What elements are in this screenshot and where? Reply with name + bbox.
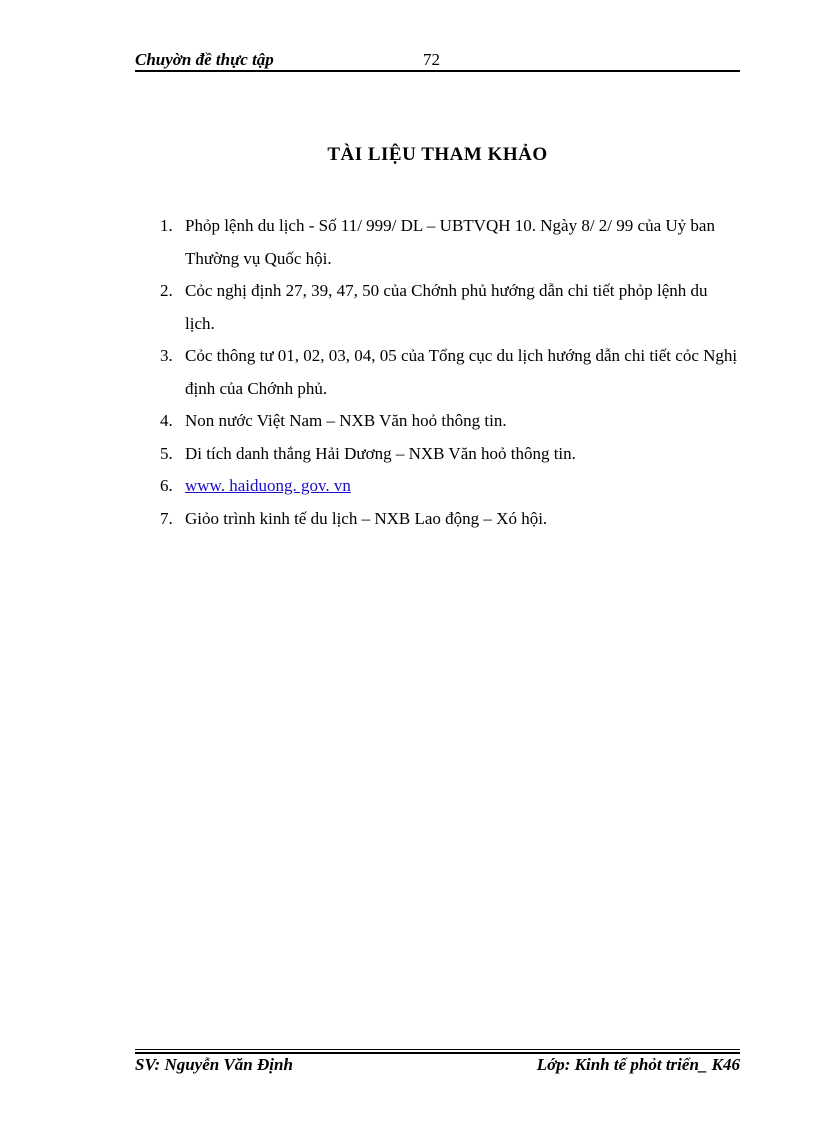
- header-divider: [135, 70, 740, 72]
- reference-item: [160, 210, 740, 275]
- reference-number: 5.: [160, 443, 173, 463]
- reference-text: Di tích danh thắng Hải Dương – NXB Văn hoỏ thông tin.: [185, 443, 576, 463]
- reference-text: Cỏc thông tư 01, 02, 03, 04, 05 của Tổng cục du lịch hướng dẫn chi tiết cỏc Nghị định của Chớnh phủ.: [185, 346, 738, 398]
- references-list: [160, 210, 740, 535]
- reference-text-container: [185, 470, 740, 503]
- page-number: 72: [423, 50, 440, 69]
- reference-item: [160, 275, 740, 340]
- reference-item: [160, 405, 740, 438]
- footer-student-name: SV: Nguyễn Văn Định: [135, 1055, 293, 1074]
- reference-number: 3.: [160, 346, 173, 365]
- header-title: Chuyờn đề thực tập: [135, 50, 274, 69]
- reference-text: Giỏo trình kinh tế du lịch – NXB Lao động – Xó hội.: [185, 508, 548, 528]
- reference-number: 1.: [160, 216, 173, 235]
- footer-divider-thick: [135, 1052, 740, 1054]
- reference-number: 2.: [160, 281, 173, 300]
- reference-number: 4.: [160, 411, 173, 430]
- reference-item: [160, 438, 740, 471]
- reference-number: 7.: [160, 508, 173, 528]
- reference-text: Non nước Việt Nam – NXB Văn hoỏ thông tin.: [185, 411, 507, 430]
- footer-class-name: Lớp: Kinh tế phỏt triển_ K46: [536, 1055, 740, 1074]
- reference-number: 6.: [160, 476, 173, 495]
- reference-item: [160, 470, 740, 503]
- website-link[interactable]: www. haiduong. gov. vn: [185, 476, 351, 495]
- page-header: [135, 48, 740, 72]
- reference-text: Phỏp lệnh du lịch - Số 11/ 999/ DL – UBTVQH 10. Ngày 8/ 2/ 99 của Uỷ ban Thường vụ Quốc hội.: [185, 216, 715, 268]
- footer-divider-thin: [135, 1049, 740, 1050]
- reference-item: [160, 503, 740, 536]
- references-title: TÀI LIỆU THAM KHẢO: [327, 144, 548, 165]
- reference-item: [160, 340, 740, 405]
- reference-text: Cỏc nghị định 27, 39, 47, 50 của Chớnh phủ hướng dẫn chi tiết phỏp lệnh du lịch.: [185, 281, 708, 333]
